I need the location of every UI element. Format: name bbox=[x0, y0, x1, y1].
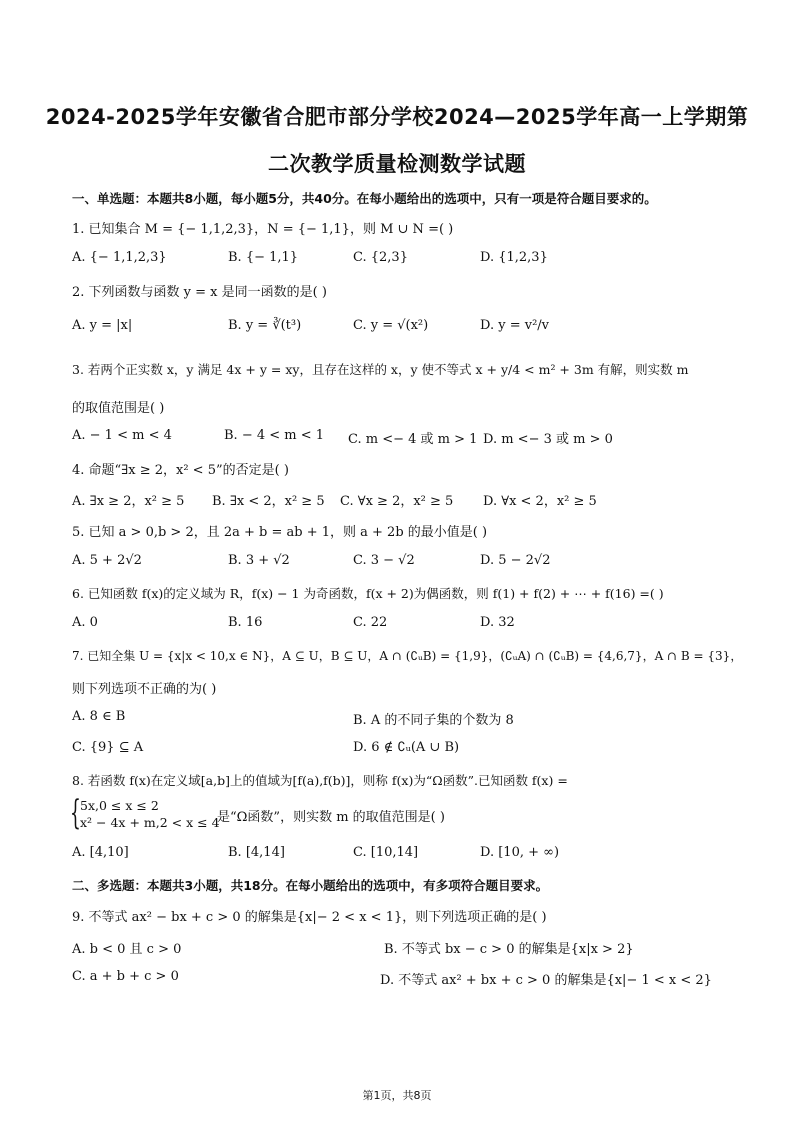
question-3-option-b: B. − 4 < m < 1 bbox=[224, 428, 325, 443]
question-3-stem-line2: 的取值范围是( ) bbox=[72, 401, 165, 416]
question-8-stem-line2: 是“Ω函数”，则实数 m 的取值范围是( ) bbox=[217, 810, 445, 825]
exam-title-line1: 2024-2025学年安徽省合肥市部分学校2024—2025学年高一上学期第 bbox=[45, 105, 749, 129]
question-1-stem: 1. 已知集合 M = {− 1,1,2,3}，N = {− 1,1}，则 M ∪ N =( ) bbox=[72, 222, 454, 237]
question-6-option-a: A. 0 bbox=[72, 615, 98, 630]
question-8-option-b: B. [4,14] bbox=[228, 845, 285, 860]
question-3-stem-line1: 3. 若两个正实数 x，y 满足 4x + y = xy，且存在这样的 x，y 使不等式 x + y/4 < m² + 3m 有解，则实数 m bbox=[72, 362, 689, 377]
question-3-option-c: C. m <− 4 或 m > 1 bbox=[348, 432, 478, 447]
question-9-option-b: B. 不等式 bx − c > 0 的解集是{x|x > 2} bbox=[384, 942, 634, 957]
question-6-option-b: B. 16 bbox=[228, 615, 263, 630]
question-6-option-d: D. 32 bbox=[480, 615, 515, 630]
page-footer: 第1页，共8页 bbox=[362, 1089, 432, 1102]
question-6-option-c: C. 22 bbox=[353, 615, 388, 630]
question-2-option-d: D. y = v²/v bbox=[480, 318, 550, 333]
question-3-option-d: D. m <− 3 或 m > 0 bbox=[483, 432, 613, 447]
question-8-option-c: C. [10,14] bbox=[353, 845, 419, 860]
question-1-option-a: A. {− 1,1,2,3} bbox=[72, 250, 167, 265]
question-2-option-a: A. y = |x| bbox=[72, 318, 133, 333]
question-1-option-c: C. {2,3} bbox=[353, 250, 408, 265]
question-7-option-d: D. 6 ∉ ∁ᵤ(A ∪ B) bbox=[353, 740, 460, 755]
question-4-option-d: D. ∀x < 2，x² ≥ 5 bbox=[483, 494, 597, 509]
question-8-option-a: A. [4,10] bbox=[72, 845, 129, 860]
question-5-stem: 5. 已知 a > 0,b > 2，且 2a + b = ab + 1，则 a + 2b 的最小值是( ) bbox=[72, 525, 488, 540]
question-2-stem: 2. 下列函数与函数 y = x 是同一函数的是( ) bbox=[72, 285, 327, 300]
question-9-option-d: D. 不等式 ax² + bx + c > 0 的解集是{x|− 1 < x < 2} bbox=[380, 973, 712, 988]
question-9-stem: 9. 不等式 ax² − bx + c > 0 的解集是{x|− 2 < x < 1}，则下列选项正确的是( ) bbox=[72, 910, 547, 925]
question-4-stem: 4. 命题“∃x ≥ 2，x² < 5”的否定是( ) bbox=[72, 463, 289, 478]
question-5-option-d: D. 5 − 2√2 bbox=[480, 553, 551, 568]
question-6-stem: 6. 已知函数 f(x)的定义域为 R，f(x) − 1 为奇函数，f(x + 2)为偶函数，则 f(1) + f(2) + ⋯ + f(16) =( ) bbox=[72, 586, 664, 601]
section-single-choice-heading: 一、单选题：本题共8小题，每小题5分，共40分。在每小题给出的选项中，只有一项是符合题目要求的。 bbox=[72, 191, 657, 206]
exam-title-line2: 二次教学质量检测数学试题 bbox=[268, 152, 526, 176]
question-8-piece-2: x² − 4x + m,2 < x ≤ 4 bbox=[80, 815, 220, 830]
question-8-piece-1: 5x,0 ≤ x ≤ 2 bbox=[80, 798, 159, 813]
question-9-option-c: C. a + b + c > 0 bbox=[72, 969, 179, 984]
section-multiple-choice-heading: 二、多选题：本题共3小题，共18分。在每小题给出的选项中，有多项符合题目要求。 bbox=[72, 878, 549, 893]
question-1-option-d: D. {1,2,3} bbox=[480, 250, 548, 265]
question-9-option-a: A. b < 0 且 c > 0 bbox=[72, 942, 182, 957]
question-5-option-c: C. 3 − √2 bbox=[353, 553, 415, 568]
question-8-stem-line1: 8. 若函数 f(x)在定义域[a,b]上的值域为[f(a),f(b)]，则称 f(x)为“Ω函数”.已知函数 f(x) = bbox=[72, 773, 568, 788]
question-1-option-b: B. {− 1,1} bbox=[228, 250, 299, 265]
question-7-stem-line1: 7. 已知全集 U = {x|x < 10,x ∈ N}，A ⊆ U，B ⊆ U，A ∩ (∁ᵤB) = {1,9}，(∁ᵤA) ∩ (∁ᵤB) = {4,6,7}，A ∩ B = {3}， bbox=[72, 649, 743, 663]
question-3-option-a: A. − 1 < m < 4 bbox=[72, 428, 172, 443]
question-7-option-c: C. {9} ⊆ A bbox=[72, 740, 144, 755]
question-5-option-b: B. 3 + √2 bbox=[228, 553, 290, 568]
question-2-option-b: B. y = ∛(t³) bbox=[228, 318, 302, 333]
question-7-stem-line2: 则下列选项不正确的为( ) bbox=[72, 682, 217, 697]
question-4-option-c: C. ∀x ≥ 2，x² ≥ 5 bbox=[340, 494, 454, 509]
question-7-option-b: B. A 的不同子集的个数为 8 bbox=[353, 713, 514, 728]
question-5-option-a: A. 5 + 2√2 bbox=[72, 553, 142, 568]
question-8-option-d: D. [10, + ∞) bbox=[480, 845, 560, 860]
question-2-option-c: C. y = √(x²) bbox=[353, 318, 429, 333]
question-7-option-a: A. 8 ∈ B bbox=[72, 709, 126, 724]
question-4-option-a: A. ∃x ≥ 2，x² ≥ 5 bbox=[72, 494, 185, 509]
question-4-option-b: B. ∃x < 2，x² ≥ 5 bbox=[212, 494, 325, 509]
piecewise-brace: { bbox=[70, 793, 81, 833]
